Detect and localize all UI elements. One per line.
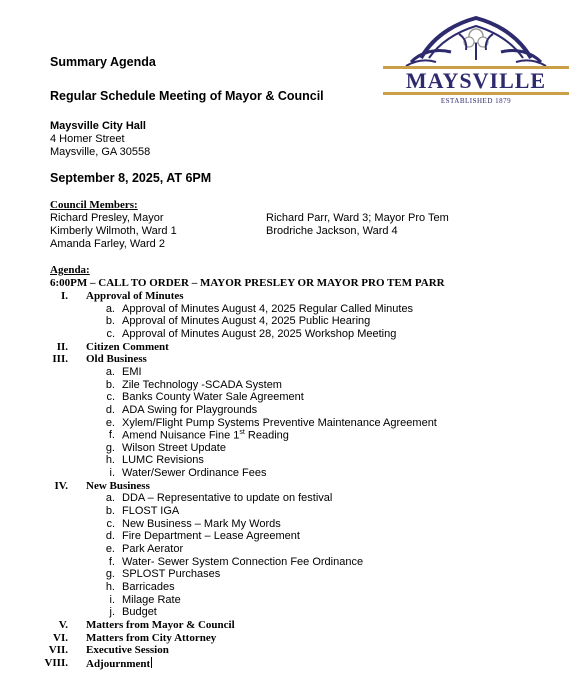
council-member: Brodriche Jackson, Ward 4 — [266, 225, 398, 237]
item-letter: j. — [109, 606, 115, 619]
item-letter: b. — [105, 378, 115, 391]
agenda-heading: Agenda: — [50, 264, 90, 276]
street-address: 4 Homer Street — [50, 133, 125, 145]
council-heading: Council Members: — [50, 199, 138, 211]
agenda-item: FLOST IGA — [122, 505, 180, 518]
meeting-date: September 8, 2025, AT 6PM — [50, 171, 212, 185]
section-number: II. — [56, 340, 68, 353]
agenda-item: Zile Technology -SCADA System — [122, 378, 282, 391]
agenda-item: DDA – Representative to update on festival — [122, 492, 333, 505]
venue-name: Maysville City Hall — [50, 120, 146, 132]
agenda-item: New Business – Mark My Words — [122, 517, 281, 530]
item-letter: b. — [105, 505, 115, 518]
council-member: Richard Presley, Mayor — [50, 212, 164, 224]
agenda-item: Xylem/Flight Pump Systems Preventive Maintenance Agreement — [122, 416, 437, 429]
agenda-item: Park Aerator — [122, 543, 184, 555]
section-title: Matters from City Attorney — [86, 631, 217, 644]
agenda-item: Amend Nuisance Fine 1st Reading — [122, 429, 289, 442]
call-to-order: 6:00PM – CALL TO ORDER – MAYOR PRESLEY OR MAYOR PRO TEM PARR — [50, 277, 445, 289]
item-letter: d. — [105, 530, 115, 543]
item-letter: c. — [106, 391, 115, 404]
section-title: Approval of Minutes — [86, 290, 184, 302]
agenda-item: EMI — [122, 365, 142, 378]
agenda-item: Approval of Minutes August 4, 2025 Regular Called Minutes — [122, 302, 414, 315]
item-letter: g. — [105, 568, 115, 581]
section-number: VIII. — [44, 656, 68, 669]
text-cursor — [151, 657, 152, 668]
item-letter: a. — [105, 492, 115, 505]
council-member: Richard Parr, Ward 3; Mayor Pro Tem — [266, 212, 449, 224]
item-letter: f. — [108, 429, 115, 442]
agenda-item: Wilson Street Update — [122, 441, 226, 454]
agenda-item: Barricades — [122, 580, 175, 593]
item-letter: d. — [105, 403, 115, 416]
agenda-item: Approval of Minutes August 28, 2025 Workshop Meeting — [122, 327, 397, 340]
item-letter: h. — [105, 454, 115, 467]
maysville-seal-icon — [381, 12, 571, 104]
agenda-item: Approval of Minutes August 4, 2025 Public Hearing — [122, 315, 371, 328]
item-letter: f. — [108, 555, 115, 568]
section-title: Adjournment — [86, 657, 151, 670]
item-letter: i. — [109, 467, 115, 480]
maysville-logo — [381, 12, 571, 104]
item-letter: c. — [106, 517, 115, 530]
meeting-title: Regular Schedule Meeting of Mayor & Council — [50, 89, 324, 103]
agenda-item: Banks County Water Sale Agreement — [122, 391, 304, 404]
section-title: Citizen Comment — [86, 340, 169, 353]
agenda-item: Budget — [122, 606, 157, 619]
logo-tagline: ESTABLISHED 1879 — [440, 97, 512, 104]
section-number: VI. — [53, 631, 68, 644]
item-letter: b. — [105, 315, 115, 328]
agenda-item: LUMC Revisions — [122, 454, 204, 467]
section-title: Matters from Mayor & Council — [86, 618, 235, 631]
agenda-item: Water- Sewer System Connection Fee Ordinance — [122, 555, 364, 568]
item-letter: e. — [105, 416, 115, 429]
council-member: Amanda Farley, Ward 2 — [50, 238, 165, 250]
item-letter: h. — [105, 580, 115, 593]
section-title: New Business — [86, 479, 150, 492]
section-title: Executive Session — [86, 644, 169, 657]
agenda-item: SPLOST Purchases — [122, 568, 221, 581]
agenda-item: Water/Sewer Ordinance Fees — [122, 467, 267, 480]
agenda-item: Fire Department – Lease Agreement — [122, 530, 300, 543]
item-letter: a. — [105, 302, 115, 315]
section-title: Old Business — [86, 353, 147, 366]
item-letter: g. — [105, 441, 115, 454]
item-letter: a. — [105, 365, 115, 378]
logo-name: MAYSVILLE — [405, 68, 547, 93]
agenda-item: Milage Rate — [122, 593, 181, 606]
council-member: Kimberly Wilmoth, Ward 1 — [50, 225, 177, 237]
item-letter: i. — [109, 593, 115, 606]
section-number: I. — [60, 290, 68, 302]
section-number: V. — [58, 618, 68, 631]
item-letter: c. — [106, 327, 115, 340]
item-letter: e. — [105, 543, 115, 555]
summary-agenda-title: Summary Agenda — [50, 55, 156, 69]
section-number: III. — [52, 353, 68, 366]
section-number: VII. — [48, 644, 68, 657]
city-address: Maysville, GA 30558 — [50, 146, 151, 158]
section-number: IV. — [54, 479, 68, 492]
agenda-item: ADA Swing for Playgrounds — [122, 403, 258, 416]
